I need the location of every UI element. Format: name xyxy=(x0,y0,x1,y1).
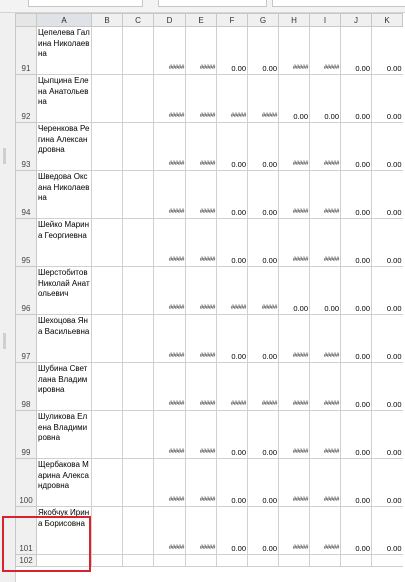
cell[interactable]: 0.00 xyxy=(248,507,279,555)
cell[interactable] xyxy=(123,507,154,555)
table-row xyxy=(16,75,403,123)
cell[interactable] xyxy=(92,363,123,411)
column-header-f[interactable]: F xyxy=(217,14,248,27)
column-header-k[interactable]: K xyxy=(372,14,403,27)
cell[interactable] xyxy=(92,171,123,219)
outline-gutter xyxy=(0,13,16,582)
column-header-c[interactable]: C xyxy=(123,14,154,27)
table-row xyxy=(16,363,403,411)
cell[interactable] xyxy=(154,555,186,567)
outline-marker xyxy=(3,148,6,164)
outline-marker xyxy=(3,333,6,349)
name-cell[interactable]: Шейко Марина Георгиевна xyxy=(37,219,92,267)
cell[interactable] xyxy=(372,555,403,567)
row-header[interactable]: 91 xyxy=(16,27,37,75)
cell[interactable]: 0.00 xyxy=(217,459,248,507)
cell[interactable]: ##### xyxy=(186,171,217,219)
cell[interactable]: 0.00 xyxy=(310,75,341,123)
row-header[interactable]: 102 xyxy=(16,555,37,567)
cell[interactable]: ##### xyxy=(154,219,186,267)
cell[interactable] xyxy=(279,555,310,567)
column-header-j[interactable]: J xyxy=(341,14,372,27)
cell[interactable] xyxy=(92,411,123,459)
cell[interactable]: ##### xyxy=(154,315,186,363)
cell[interactable]: 0.00 xyxy=(217,27,248,75)
cell[interactable]: ##### xyxy=(186,315,217,363)
row-header[interactable]: 97 xyxy=(16,315,37,363)
cell[interactable] xyxy=(123,27,154,75)
table-row xyxy=(16,219,403,267)
cell[interactable] xyxy=(123,363,154,411)
cell[interactable]: 0.00 xyxy=(372,123,403,171)
spreadsheet-grid xyxy=(15,13,403,567)
cell[interactable]: 0.00 xyxy=(248,123,279,171)
cell[interactable]: ##### xyxy=(310,459,341,507)
cell[interactable]: ##### xyxy=(248,363,279,411)
cell[interactable] xyxy=(123,171,154,219)
cell[interactable] xyxy=(123,219,154,267)
cell[interactable]: ##### xyxy=(279,459,310,507)
cell[interactable]: 0.00 xyxy=(341,219,372,267)
cell[interactable]: 0.00 xyxy=(372,459,403,507)
cell[interactable]: ##### xyxy=(154,171,186,219)
cell[interactable] xyxy=(186,555,217,567)
name-cell[interactable]: Щербакова Марина Александровна xyxy=(37,459,92,507)
table-row xyxy=(16,27,403,75)
cell[interactable]: ##### xyxy=(154,459,186,507)
cell[interactable] xyxy=(92,219,123,267)
row-header[interactable]: 100 xyxy=(16,459,37,507)
column-header-i[interactable]: I xyxy=(310,14,341,27)
column-header-a[interactable]: A xyxy=(37,14,92,27)
cell[interactable] xyxy=(92,507,123,555)
cell[interactable]: 0.00 xyxy=(372,315,403,363)
name-cell[interactable]: Шубина Светлана Владимировна xyxy=(37,363,92,411)
cell[interactable]: ##### xyxy=(310,507,341,555)
cell[interactable]: ##### xyxy=(217,267,248,315)
cell[interactable]: ##### xyxy=(248,75,279,123)
row-header[interactable]: 93 xyxy=(16,123,37,171)
table-row-next xyxy=(16,555,403,567)
cell[interactable]: 0.00 xyxy=(217,315,248,363)
cell[interactable]: ##### xyxy=(154,27,186,75)
cell[interactable] xyxy=(92,459,123,507)
cell[interactable]: 0.00 xyxy=(372,267,403,315)
column-header-e[interactable]: E xyxy=(186,14,217,27)
cell[interactable]: ##### xyxy=(310,219,341,267)
cell[interactable]: 0.00 xyxy=(341,171,372,219)
cell[interactable]: ##### xyxy=(154,507,186,555)
name-cell[interactable]: Якобчук Ирина Борисовна xyxy=(37,507,92,555)
table-row xyxy=(16,267,403,315)
cell[interactable]: 0.00 xyxy=(341,315,372,363)
formula-bar[interactable] xyxy=(272,0,405,7)
cell[interactable]: ##### xyxy=(186,267,217,315)
cell[interactable]: ##### xyxy=(310,171,341,219)
cell[interactable]: ##### xyxy=(279,219,310,267)
row-header[interactable]: 94 xyxy=(16,171,37,219)
cell[interactable]: 0.00 xyxy=(217,171,248,219)
cell[interactable]: 0.00 xyxy=(372,219,403,267)
cell[interactable] xyxy=(123,555,154,567)
cell[interactable]: 0.00 xyxy=(372,411,403,459)
cell[interactable]: ##### xyxy=(154,123,186,171)
name-cell[interactable]: Шехоцова Яна Васильевна xyxy=(37,315,92,363)
table-row xyxy=(16,171,403,219)
cell[interactable] xyxy=(123,75,154,123)
cell[interactable]: ##### xyxy=(279,507,310,555)
cell[interactable]: 0.00 xyxy=(279,75,310,123)
cell[interactable] xyxy=(310,555,341,567)
cell[interactable]: ##### xyxy=(186,507,217,555)
cell[interactable]: ##### xyxy=(186,219,217,267)
cell[interactable] xyxy=(123,123,154,171)
cell[interactable]: 0.00 xyxy=(372,363,403,411)
column-header-d[interactable]: D xyxy=(154,14,186,27)
cell[interactable]: ##### xyxy=(279,171,310,219)
cell[interactable]: 0.00 xyxy=(248,219,279,267)
cell[interactable] xyxy=(37,555,92,567)
row-header[interactable]: 98 xyxy=(16,363,37,411)
cell[interactable]: ##### xyxy=(279,411,310,459)
name-box[interactable] xyxy=(28,0,143,7)
cell[interactable] xyxy=(92,267,123,315)
cell[interactable]: ##### xyxy=(310,315,341,363)
cell[interactable]: 0.00 xyxy=(341,411,372,459)
cell[interactable]: ##### xyxy=(186,123,217,171)
cell[interactable]: 0.00 xyxy=(279,267,310,315)
cell[interactable] xyxy=(248,555,279,567)
cell[interactable] xyxy=(123,411,154,459)
cell[interactable]: 0.00 xyxy=(341,363,372,411)
cell[interactable]: 0.00 xyxy=(372,75,403,123)
cell[interactable]: 0.00 xyxy=(341,267,372,315)
cell[interactable]: 0.00 xyxy=(372,27,403,75)
row-header[interactable]: 96 xyxy=(16,267,37,315)
table-row xyxy=(16,411,403,459)
cell[interactable]: 0.00 xyxy=(341,507,372,555)
cell[interactable] xyxy=(217,555,248,567)
name-cell[interactable]: Шуликова Елена Владимировна xyxy=(37,411,92,459)
table-row xyxy=(16,459,403,507)
cell[interactable]: ##### xyxy=(310,27,341,75)
cell[interactable]: 0.00 xyxy=(372,507,403,555)
cell[interactable]: ##### xyxy=(279,123,310,171)
name-cell[interactable]: Шерстобитов Николай Анатольевич xyxy=(37,267,92,315)
cell[interactable] xyxy=(92,75,123,123)
cell[interactable]: ##### xyxy=(186,411,217,459)
cell[interactable]: ##### xyxy=(310,363,341,411)
cell[interactable]: 0.00 xyxy=(248,459,279,507)
name-cell[interactable]: Черенкова Регина Александровна xyxy=(37,123,92,171)
column-header-row xyxy=(16,14,403,27)
column-header-h[interactable]: H xyxy=(279,14,310,27)
cell[interactable]: ##### xyxy=(186,459,217,507)
cell[interactable]: 0.00 xyxy=(217,507,248,555)
cell[interactable]: ##### xyxy=(154,411,186,459)
cell[interactable]: 0.00 xyxy=(248,171,279,219)
name-cell[interactable]: Шведова Оксана Николаевна xyxy=(37,171,92,219)
cell[interactable]: ##### xyxy=(279,315,310,363)
column-header-b[interactable]: B xyxy=(92,14,123,27)
cell[interactable]: ##### xyxy=(154,267,186,315)
cell[interactable] xyxy=(92,315,123,363)
row-header[interactable]: 92 xyxy=(16,75,37,123)
cell[interactable]: 0.00 xyxy=(248,411,279,459)
cell[interactable]: ##### xyxy=(310,411,341,459)
row-header[interactable]: 99 xyxy=(16,411,37,459)
cell[interactable]: 0.00 xyxy=(248,315,279,363)
cell[interactable]: ##### xyxy=(217,363,248,411)
name-cell[interactable]: Цепелева Галина Николаевна xyxy=(37,27,92,75)
cell[interactable]: ##### xyxy=(248,267,279,315)
cell[interactable]: 0.00 xyxy=(217,123,248,171)
cell[interactable] xyxy=(92,27,123,75)
cell[interactable]: 0.00 xyxy=(248,27,279,75)
cell[interactable] xyxy=(92,555,123,567)
cell[interactable] xyxy=(123,315,154,363)
cell[interactable]: ##### xyxy=(154,75,186,123)
toolbar xyxy=(0,0,405,13)
cell[interactable] xyxy=(123,267,154,315)
cell[interactable]: 0.00 xyxy=(341,459,372,507)
select-all-corner[interactable] xyxy=(16,14,37,27)
table-row xyxy=(16,507,403,555)
cell[interactable] xyxy=(123,459,154,507)
cell[interactable]: 0.00 xyxy=(341,75,372,123)
cell[interactable] xyxy=(341,555,372,567)
cell[interactable]: 0.00 xyxy=(372,171,403,219)
cell[interactable]: ##### xyxy=(217,75,248,123)
cell[interactable]: 0.00 xyxy=(310,267,341,315)
cell[interactable]: ##### xyxy=(186,75,217,123)
cell[interactable]: ##### xyxy=(186,27,217,75)
cell[interactable]: ##### xyxy=(310,123,341,171)
formula-bar-segment[interactable] xyxy=(158,0,267,7)
cell[interactable]: ##### xyxy=(186,363,217,411)
cell[interactable]: 0.00 xyxy=(217,219,248,267)
cell[interactable]: 0.00 xyxy=(341,123,372,171)
row-header[interactable]: 101 xyxy=(16,507,37,555)
row-header[interactable]: 95 xyxy=(16,219,37,267)
table-row xyxy=(16,315,403,363)
cell[interactable]: ##### xyxy=(154,363,186,411)
name-cell[interactable]: Цыпцина Елена Анатольевна xyxy=(37,75,92,123)
cell[interactable] xyxy=(92,123,123,171)
cell[interactable]: ##### xyxy=(279,27,310,75)
table-row xyxy=(16,123,403,171)
cell[interactable]: 0.00 xyxy=(217,411,248,459)
column-header-g[interactable]: G xyxy=(248,14,279,27)
cell[interactable]: ##### xyxy=(279,363,310,411)
cell[interactable]: 0.00 xyxy=(341,27,372,75)
